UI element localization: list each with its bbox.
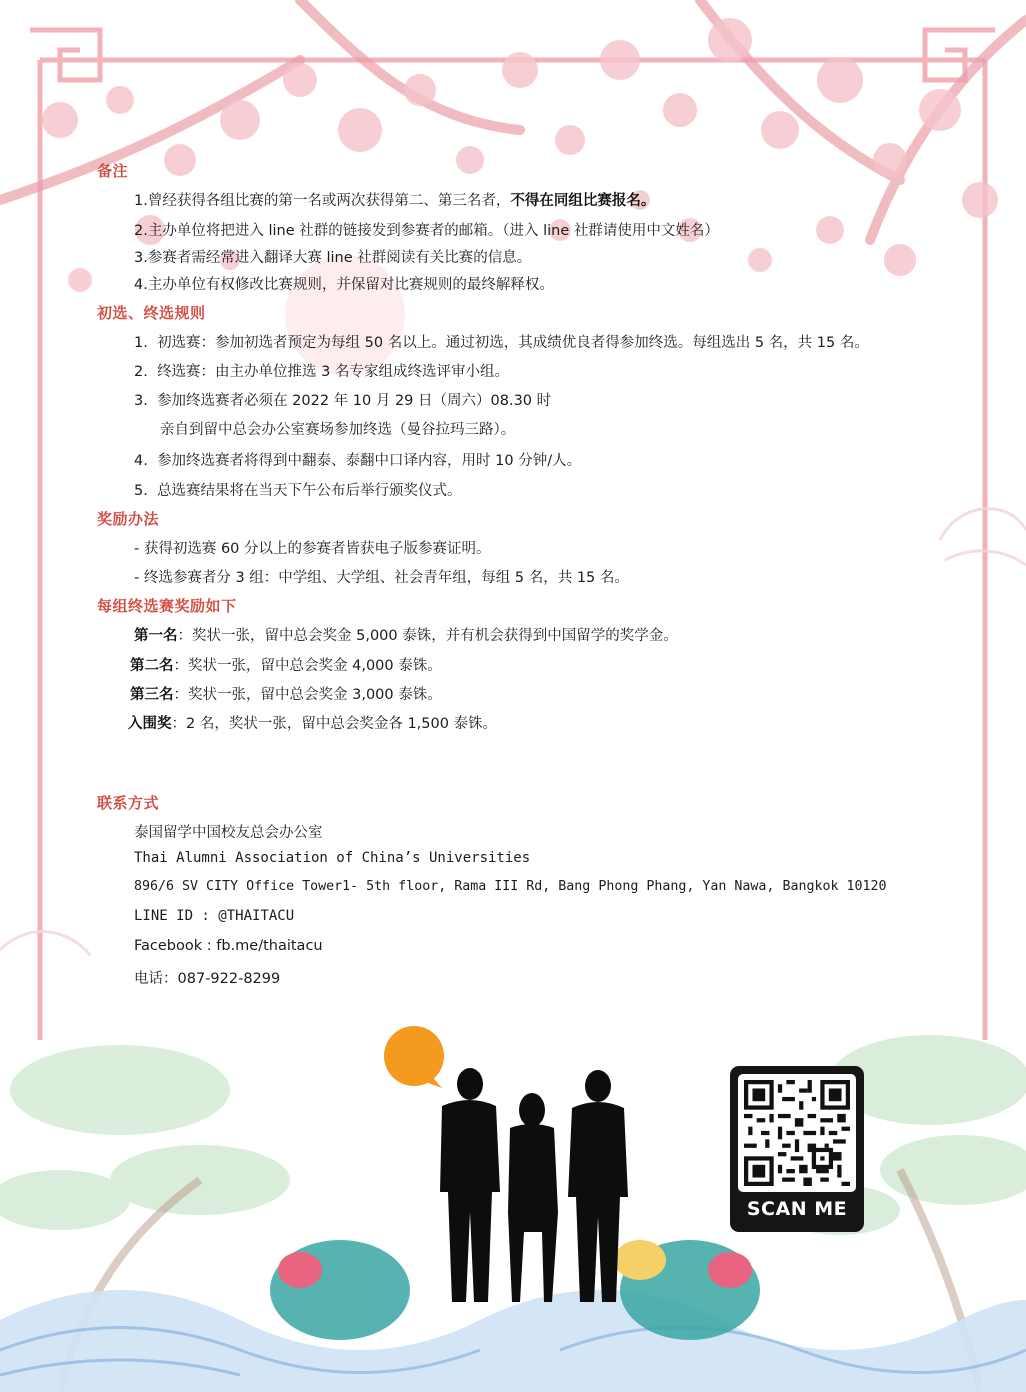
prizes-heading: 每组终选赛奖励如下	[97, 597, 237, 615]
rules-item-3-num: 3.	[134, 393, 148, 409]
rules-item-1-num: 1.	[134, 335, 148, 351]
people-silhouette-illustration	[380, 1022, 640, 1322]
notes-item-3: 3.参赛者需经常进入翻译大赛 line 社群阅读有关比赛的信息。	[134, 250, 532, 266]
awards-item-1: - 获得初选赛 60 分以上的参赛者皆获电子版参赛证明。	[134, 541, 491, 557]
person-right-silhouette	[568, 1070, 628, 1302]
notes-item-1: 1.曾经获得各组比赛的第一名或两次获得第二、第三名者，不得在同组比赛报名。	[134, 193, 656, 209]
notes-item-2: 2.主办单位将把进入 line 社群的链接发到参赛者的邮箱。（进入 line 社群请使用中文姓名）	[134, 223, 719, 239]
contact-facebook: Facebook : fb.me/thaitacu	[134, 938, 323, 954]
awards-item-2: - 终选参赛者分 3 组：中学组、大学组、社会青年组，每组 5 名，共 15 名。	[134, 570, 629, 586]
contact-office: 泰国留学中国校友总会办公室	[134, 825, 323, 841]
prize-finalist: 入围奖：2 名，奖状一张，留中总会奖金各 1,500 泰铢。	[128, 716, 498, 732]
rules-item-5-num: 5.	[134, 483, 148, 499]
contact-heading: 联系方式	[97, 794, 160, 812]
qr-code-image[interactable]	[738, 1074, 856, 1192]
prize-third-label: 第三名	[130, 687, 174, 703]
speech-bubble-icon	[384, 1026, 444, 1088]
contact-phone: 电话：087-922-8299	[134, 971, 281, 987]
awards-heading: 奖励办法	[97, 510, 160, 528]
rules-item-4-num: 4.	[134, 453, 148, 469]
rules-item-4: 4. 参加终选赛者将得到中翻泰、泰翻中口译内容，用时 10 分钟/人。	[134, 453, 582, 469]
prize-second: 第二名：奖状一张，留中总会奖金 4,000 泰铢。	[130, 658, 442, 674]
prize-third: 第三名：奖状一张，留中总会奖金 3,000 泰铢。	[130, 687, 442, 703]
prize-first-label: 第一名	[134, 628, 178, 644]
rules-item-5: 5. 总选赛结果将在当天下午公布后举行颁奖仪式。	[134, 483, 462, 499]
contact-address: 896/6 SV CITY Office Tower1- 5th floor, Rama III Rd, Bang Phong Phang, Yan Nawa, Bangkok 10120	[134, 879, 887, 894]
person-left-silhouette	[440, 1068, 500, 1302]
notes-item-1-bold: 不得在同组比赛报名。	[510, 193, 656, 209]
scan-me-label: SCAN ME	[746, 1198, 848, 1220]
notes-heading: 备注	[97, 162, 129, 180]
rules-item-1: 1. 初选赛：参加初选者预定为每组 50 名以上。通过初选，其成绩优良者得参加终选。每组选出 5 名，共 15 名。	[134, 335, 869, 351]
contact-association: Thai Alumni Association of China’s Universities	[134, 850, 531, 866]
rules-item-3: 3. 参加终选赛者必须在 2022 年 10 月 29 日（周六）08.30 时	[134, 393, 552, 409]
qr-code-pattern	[744, 1080, 850, 1186]
qr-code-card[interactable]	[730, 1066, 864, 1232]
notes-item-4: 4.主办单位有权修改比赛规则，并保留对比赛规则的最终解释权。	[134, 277, 554, 293]
person-middle-silhouette	[508, 1093, 558, 1302]
rules-item-3-cont: 亲自到留中总会办公室赛场参加终选（曼谷拉玛三路）。	[160, 422, 516, 438]
prize-first: 第一名：奖状一张，留中总会奖金 5,000 泰铢，并有机会获得到中国留学的奖学金。	[134, 628, 678, 644]
prize-second-label: 第二名	[130, 658, 174, 674]
rules-heading: 初选、终选规则	[97, 304, 206, 322]
rules-item-2: 2. 终选赛：由主办单位推选 3 名专家组成终选评审小组。	[134, 364, 510, 380]
prize-finalist-label: 入围奖	[128, 716, 172, 732]
contact-line-id: LINE ID : @THAITACU	[134, 908, 295, 924]
rules-item-2-num: 2.	[134, 364, 148, 380]
